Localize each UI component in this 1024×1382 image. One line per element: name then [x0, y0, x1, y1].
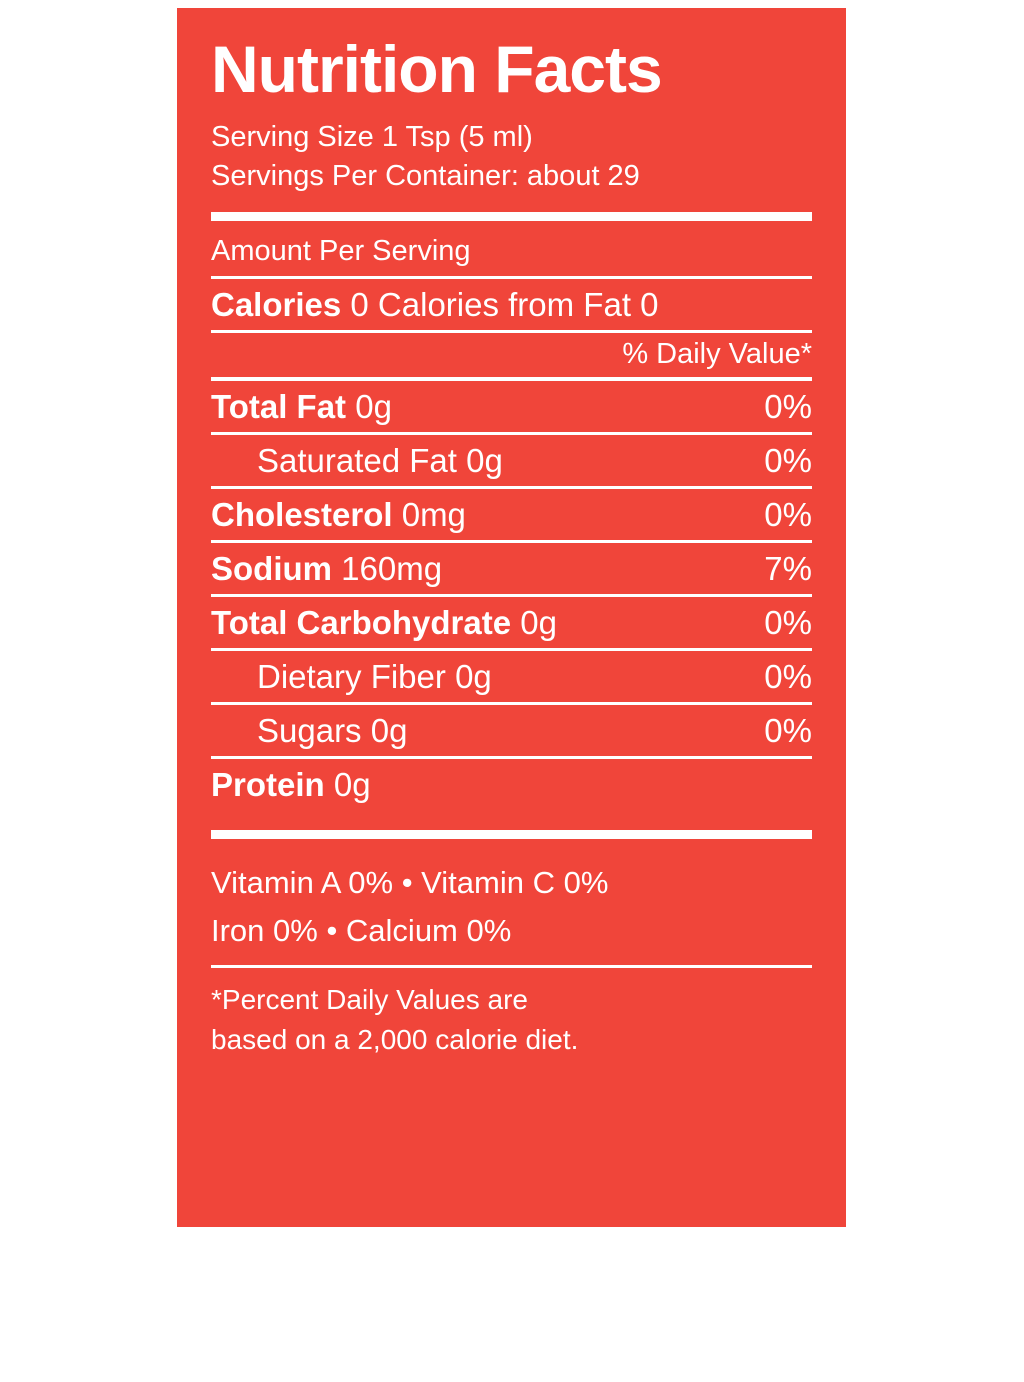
- table-row: [211, 543, 812, 594]
- table-row: [211, 705, 812, 756]
- nutrient-name: Total Fat: [211, 388, 347, 426]
- footnote-block: [211, 968, 812, 1058]
- nutrient-name: Sugars: [257, 712, 362, 750]
- serving-size-text: Serving Size 1 Tsp (5 ml): [211, 121, 533, 153]
- nutrient-amount: 0g: [455, 658, 492, 696]
- nutrient-cell: [257, 712, 407, 750]
- nutrient-name: Protein: [211, 766, 325, 804]
- nutrient-dv: 0%: [764, 496, 812, 534]
- nutrient-cell: [211, 496, 466, 534]
- nutrient-name: Sodium: [211, 550, 332, 588]
- nutrient-amount: 0g: [370, 712, 408, 750]
- footnote-line-1: *Percent Daily Values are: [211, 984, 528, 1016]
- nutrient-amount: 0g: [520, 604, 557, 642]
- table-row: [211, 597, 812, 648]
- vitamins-block: [211, 847, 812, 965]
- vitamins-line-1: Vitamin A 0% • Vitamin C 0%: [211, 865, 609, 901]
- nutrient-cell: [257, 658, 492, 696]
- table-row: [211, 381, 812, 432]
- servings-per-container-text: Servings Per Container: about 29: [211, 160, 640, 193]
- nutrient-dv: 7%: [764, 550, 812, 588]
- calories-row: [211, 279, 812, 330]
- nutrient-name: Total Carbohydrate: [211, 604, 512, 642]
- table-row: [211, 759, 812, 810]
- nutrient-amount: 160mg: [341, 550, 443, 588]
- nutrient-name: Dietary Fiber: [257, 658, 446, 696]
- nutrient-dv: 0%: [764, 712, 812, 750]
- nutrient-cell: [211, 766, 371, 804]
- footnote-line-2: based on a 2,000 calorie diet.: [211, 1023, 579, 1055]
- calories-cell: [211, 286, 659, 324]
- nutrient-cell: [211, 550, 442, 588]
- nutrient-amount: 0g: [355, 388, 392, 426]
- table-row: [211, 651, 812, 702]
- spacer: [211, 810, 812, 814]
- table-row: [211, 489, 812, 540]
- calories-value: 0 Calories from Fat 0: [350, 286, 659, 324]
- nutrient-cell: [211, 388, 392, 426]
- table-row: [211, 435, 812, 486]
- calories-label: Calories: [211, 286, 342, 324]
- vitamins-line-2: Iron 0% • Calcium 0%: [211, 913, 512, 949]
- nutrient-name: Saturated Fat: [257, 442, 457, 480]
- nutrition-facts-panel: [177, 8, 846, 1227]
- daily-value-header: % Daily Value*: [622, 338, 812, 371]
- nutrient-name: Cholesterol: [211, 496, 393, 534]
- nutrient-cell: [211, 604, 557, 642]
- nutrient-cell: [257, 442, 503, 480]
- page-title: Nutrition Facts: [211, 32, 662, 106]
- nutrient-dv: 0%: [764, 388, 812, 426]
- nutrient-dv: 0%: [764, 658, 812, 696]
- nutrient-dv: 0%: [764, 442, 812, 480]
- nutrient-dv: 0%: [764, 604, 812, 642]
- divider-thick-top: [211, 212, 812, 221]
- amount-per-serving-label: Amount Per Serving: [211, 235, 471, 268]
- nutrient-amount: 0g: [466, 442, 503, 480]
- nutrient-amount: 0mg: [401, 496, 466, 534]
- nutrient-amount: 0g: [333, 766, 371, 804]
- divider-thick-bottom: [211, 830, 812, 839]
- nutrition-facts-content: [211, 32, 812, 1059]
